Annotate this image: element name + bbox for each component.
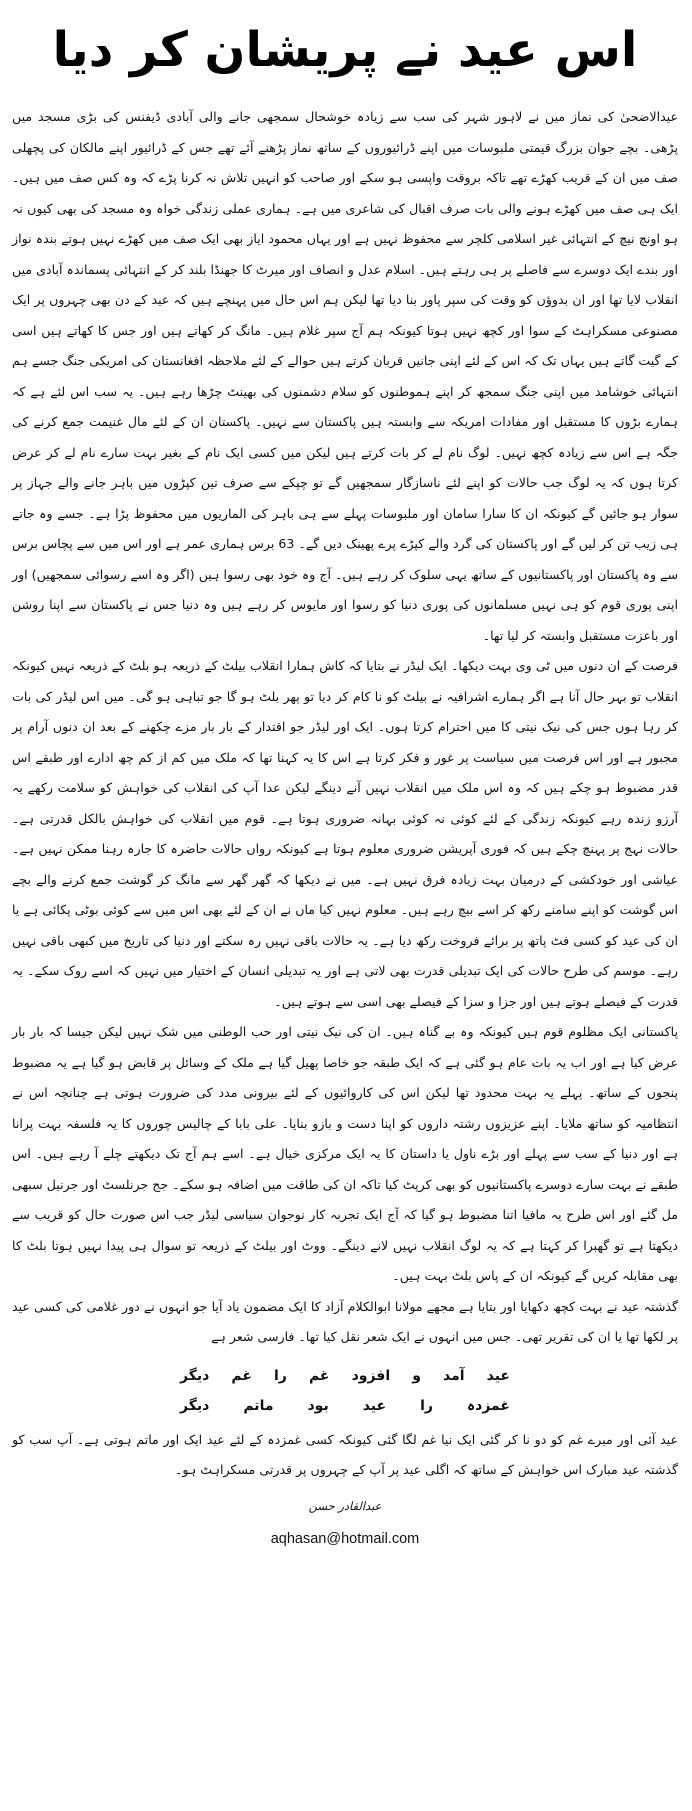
verse-word: و (412, 1367, 421, 1384)
verse-word: غم (308, 1367, 330, 1384)
verse-word: دیگر (180, 1397, 210, 1414)
verse-word: افزود (351, 1367, 391, 1384)
article-headline: اس عید نے پریشان کر دیا (52, 22, 638, 78)
verse-word: غمزدہ (466, 1397, 510, 1414)
verse-word: عید (486, 1367, 510, 1384)
author-email[interactable]: aqhasan@hotmail.com (270, 1530, 420, 1547)
verse-word: آمد (442, 1367, 465, 1384)
verse-word: ماتم (243, 1397, 274, 1414)
author-signature: عبدالقادر حسن (308, 1498, 382, 1513)
verse-word: غم (231, 1367, 252, 1384)
persian-couplet (12, 1361, 678, 1421)
article-body (12, 102, 678, 1353)
couplet-line-2 (180, 1391, 510, 1421)
article-paragraph: گذشتہ عید نے بہت کچھ دکھایا اور بتایا ہے مجھے مولانا ابوالکلام آزاد کا ایک مضمون یاد آیا جو انہوں نے دور غلامی کی کسی عید پر لکھا تھا یا ان کی تقریر تھی۔ جس میں انہوں نے ایک شعر نقل کیا تھا۔ فارسی شعر ہے (12, 1298, 678, 1344)
article-paragraph: پاکستانی ایک مظلوم قوم ہیں کیونکہ وہ بے گناہ ہیں۔ ان کی نیک نیتی اور حب الوطنی میں شک نہیں لیکن جیسا کہ بار بار عرض کیا ہے اور اب یہ بات عام ہو گئی ہے کہ ایک طبقہ جو خاصا پھیل گیا ہے ملک کے وسائل پر قابض ہو گیا ہے یہ مضبوط پنجوں کے ساتھ۔ پہلے یہ بہت محدود تھا لیکن اس کی کاروائیوں کے لئے بیرونی مدد کی ضرورت ہوتی ہے چنانچہ اس نے انتظامیہ کو ساتھ ملایا۔ اپنے عزیزوں رشتہ داروں کو اپنا دست و بازو بنایا۔ علی بابا کے چالیس چوروں کا یہ فلسفہ بہت پرانا ہے اور دنیا کے سب سے پہلے اور بڑے ناول یا داستان کا یہ ایک مرکزی خیال ہے۔ اسے ہم آج تک دیکھتے چلے آ رہے ہیں۔ اس طبقے نے بہت سارے دوسرے پاکستانیوں کو بھی کرپٹ کیا تاکہ ان کی طاقت میں اضافہ ہو سکے۔ جج جرنلسٹ اور جرنیل سبھی مل گئے اور اس طرح یہ مافیا اتنا مضبوط ہو گیا کہ آج ایک تجربہ کار نوجوان سیاسی لیڈر جب اس صورت حال کو قریب سے دیکھتا ہے تو گھبرا کر کہتا ہے کہ یہ لوگ انقلاب نہیں لانے دینگے۔ ووٹ اور بیلٹ کے ذریعہ تو سوال ہی پیدا نہیں ہوتا بلٹ کا بھی مقابلہ کریں گے کیونکہ ان کے پاس بلٹ بہت ہیں۔ (12, 1024, 678, 1283)
article-paragraph: عیدالاضحیٰ کی نماز میں نے لاہور شہر کی سب سے زیادہ خوشحال سمجھی جانے والی آبادی ڈیفنس کی بڑی مسجد میں پڑھی۔ بچے جوان بزرگ قیمتی ملبوسات میں اپنے ڈرائیوروں کے ساتھ نماز پڑھنے آئے تھے جس کے ڈرائیور اپنے مالکان کی پچھلی صف میں ان کے قریب کھڑے تھے تاکہ بروقت واپسی ہو سکے اور صاحب کو انہیں تلاش نہ کرنا پڑے کہ وہ کس صف میں ہیں۔ ایک ہی صف میں کھڑے ہونے والی بات صرف اقبال کی شاعری میں ہے۔ ہماری عملی زندگی خواہ وہ مسجد کی بھی کیوں نہ ہو اونچ نیچ کے انتہائی غیر اسلامی کلچر سے محفوظ نہیں ہے اور یہاں محمود ایاز بھی ایک صف میں کھڑے نہیں ہوتے بندہ نواز اور بندے ایک دوسرے سے فاصلے پر ہی رہتے ہیں۔ اسلام عدل و انصاف اور میرٹ کا جھنڈا بلند کر کے انتہائی پسماندہ آبادی میں انقلاب لایا تھا اور ان بدوؤں کو وقت کی سپر پاور بنا دیا تھا لیکن ہم اس حال میں پہنچے ہیں کہ عید کے دن بھی چہروں پر ایک مصنوعی مسکراہٹ کے سوا اور کچھ نہیں ہوتا کیونکہ ہم آج سپر غلام ہیں۔ مانگ کر کھاتے ہیں اور جس کا کھاتے ہیں اسی کے گیت گاتے ہیں یہاں تک کہ اس کے لئے اپنی جانیں قربان کرتے ہیں حوالے کے لئے ملاحظہ افغانستان کی امریکی جنگ جسے ہم انتہائی خوشامد میں اپنی جنگ سمجھ کر اپنے ہموطنوں کو سلام دشمنوں کی بھینٹ چڑھا رہے ہیں۔ یہ سب اس لئے ہے کہ ہمارے بڑوں کا مستقبل اور مفادات امریکہ سے وابستہ ہیں پاکستان سے نہیں۔ پاکستان ان کے لئے مال غنیمت جمع کرنے کی جگہ ہے اس سے زیادہ کچھ نہیں۔ لوگ نام لے کر بات کرتے ہیں لیکن میں کسی ایک نام کے بغیر بہت سارے نام لے کر عرض کرتا ہوں کہ یہ لوگ جب حالات کو اپنے لئے ناسازگار سمجھیں گے تو چپکے سے صرف تین کپڑوں میں باہر جانے والے جہاز پر سوار ہو جائیں گے کیونکہ ان کا سارا سامان اور ملبوسات پہلے سے ہی باہر کی الماریوں میں محفوظ پڑا ہے۔ جسے وہ جاتے ہی زیب تن کر لیں گے اور پاکستان کی گرد والے کپڑے پرے پھینک دیں گے۔ 63 برس ہماری عمر ہے اور اس میں سے پچاس برس سے وہ پاکستان اور پاکستانیوں کے ساتھ یہی سلوک کر رہے ہیں۔ آج وہ خود بھی رسوا ہیں (اگر وہ اسے رسوائی سمجھیں) اور اپنی پوری قوم کو ہی نہیں مسلمانوں کی پوری دنیا کو رسوا اور مایوس کر رہے ہیں وہ دنیا جس نے پاکستان سے اپنا روشن اور باعزت مستقبل وابستہ کر لیا تھا۔ (12, 109, 678, 643)
article-closing (12, 1425, 678, 1486)
article-paragraph: فرصت کے ان دنوں میں ٹی وی بہت دیکھا۔ ایک لیڈر نے بتایا کہ کاش ہمارا انقلاب بیلٹ کے ذریعہ ہو بلٹ کے ذریعہ نہیں کیونکہ انقلاب تو بہر حال آنا ہے اگر ہمارے اشرافیہ نے بیلٹ کو نا کام کر دیا تو پھر بلٹ ہو گا جو تباہی ہو گی۔ میں اس لیڈر کی بات کر رہا ہوں جس کی نیک نیتی کا میں احترام کرتا ہوں۔ ایک اور لیڈر جو اقتدار کے بار بار مزے چکھنے کے بعد ان دنوں آرام پر مجبور ہے اور اس فرصت میں سیاست پر غور و فکر کرتا ہے اس کا یہ کہنا تھا کہ ملک میں کم از کم چھ ادارے اور طبقے اس قدر مضبوط ہو چکے ہیں کہ وہ اس ملک میں انقلاب نہیں آنے دینگے لیکن عدا آپ کی انقلاب کی خواہش کو سلامت رکھے یہ آرزو زندہ رہے کیونکہ زندگی کے لئے کوئی نہ کوئی بہانہ ضروری ہوتا ہے۔ قوم میں انقلاب کی خواہش بالکل قدرتی ہے۔ حالات نہج پر پہنچ چکے ہیں کہ فوری آپریشن ضروری معلوم ہوتا ہے کیونکہ رواں حالات حاضرہ کا جارہ رہنا ممکن نہیں ہے۔ عیاشی اور خودکشی کے درمیان بہت زیادہ فرق نہیں ہے۔ میں نے دیکھا کہ گھر گھر سے مانگ کر گوشت جمع کرنے والے بچے اس گوشت کو اپنے سامنے رکھ کر اسے بیچ رہے ہیں۔ معلوم نہیں کیا ماں نے ان کے لئے بھی اس میں سے کوئی بوٹی پکائی ہے یا ان کی عید کو کسی فٹ پاتھ پر برائے فروخت رکھ دیا ہے۔ یہ حالات باقی نہیں رہ سکتے اور دنیا کی تاریخ میں کبھی باقی نہیں رہے۔ موسم کی طرح حالات کی ایک تبدیلی قدرت بھی لاتی ہے اور یہ تبدیلی انسان کے اختیار میں نہیں کہ اسے روک سکے۔ یہ قدرت کے فیصلے ہوتے ہیں اور جزا و سزا کے فیصلے بھی اسی سے ہوتے ہیں۔ (12, 658, 678, 1009)
verse-word: دیگر (180, 1367, 210, 1384)
verse-word: بود (307, 1397, 329, 1414)
verse-word: عید (362, 1397, 387, 1414)
couplet-line-1 (180, 1361, 510, 1391)
closing-paragraph: عید آئی اور میرے غم کو دو نا کر گئی ایک نیا غم لگا گئی کیونکہ کسی غمزدہ کے لئے عید ایک اور ماتم ہوتی ہے۔ آپ سب کو گذشتہ عید مبارک اس خواہش کے ساتھ کہ اگلی عید پر آپ کے چہروں پر قدرتی مسکراہٹ ہو۔ (12, 1431, 678, 1477)
verse-word: را (420, 1397, 433, 1414)
verse-word: را (274, 1367, 287, 1384)
